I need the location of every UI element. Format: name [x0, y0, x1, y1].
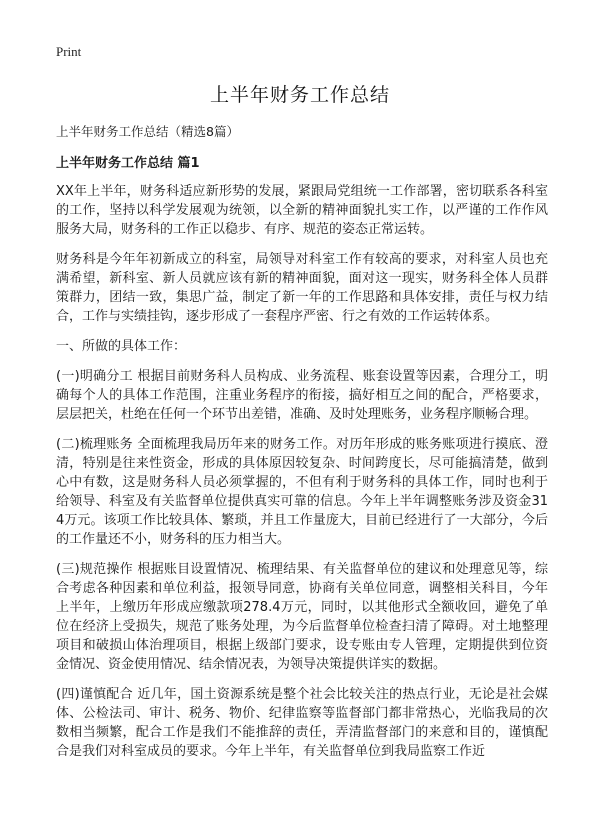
section-heading: 上半年财务工作总结 篇1: [56, 156, 200, 171]
document-body: [56, 182, 548, 772]
print-link[interactable]: Print: [56, 44, 82, 59]
paragraph-item-2: (二)梳理账务 全面梳理我局历年来的财务工作。对历年形成的账务账项进行摸底、澄清，特别是往来性资金，形成的具体原因较复杂、时间跨度长，尽可能搞清楚，做到心中有数，这是财务科人员必须掌握的，不但有利于财务科的具体工作，同时也利于给领导、科室及有关监督单位提供真实可靠的信息。今年上半年调整账务涉及资金314万元。该项工作比较具体、繁琐，并且工作量庞大，目前已经进行了一大部分，今后的工作量还不小，财务科的压力相当大。: [56, 437, 548, 547]
paragraph-item-3: (三)规范操作 根据账目设置情况、梳理结果、有关监督单位的建议和处理意见等，综合考虑各种因素和单位利益，报领导同意，协商有关单位同意，调整相关科目，今年上半年，上缴历年形成应缴款项278.4万元，同时，以其他形式全额收回，避免了单位在经济上受损失，规范了账务处理，为今后监督单位检查扫清了障碍。对土地整理项目和破损山体治理项目，根据上级部门要求，设专账由专人管理，定期提供到位资金情况、资金使用情况、结余情况表，为领导决策提供详实的数据。: [56, 562, 548, 672]
page-title: 上半年财务工作总结: [209, 84, 390, 106]
paragraph-intro: XX年上半年，财务科适应新形势的发展，紧跟局党组统一工作部署，密切联系各科室的工作，坚持以科学发展观为统领，以全新的精神面貌扎实工作，以严谨的工作作风服务大局，财务科的工作正以稳步、有序、规范的姿态正常运转。: [56, 184, 548, 237]
document-subtitle: 上半年财务工作总结（精选8篇）: [56, 124, 239, 139]
paragraph-item-4: (四)谨慎配合 近几年，国土资源系统是整个社会比较关注的热点行业，无论是社会媒体、公检法司、审计、税务、物价、纪律监察等监督部门都非常热心，光临我局的次数相当频繁，配合工作是我们不能推辞的责任，弄清监督部门的来意和目的，谨慎配合是我们对科室成员的要求。今年上半年，有关监督单位到我局监察工作近: [56, 687, 548, 759]
paragraph-background: 财务科是今年年初新成立的科室，局领导对科室工作有较高的要求，对科室人员也充满希望，新科室、新人员就应该有新的精神面貌，面对这一现实，财务科全体人员群策群力，团结一致，集思广益，制定了新一年的工作思路和具体安排，责任与权力结合，工作与实绩挂钩，逐步形成了一套程序严密、行之有效的工作运转体系。: [56, 252, 548, 324]
paragraph-item-1: (一)明确分工 根据目前财务科人员构成、业务流程、账套设置等因素，合理分工，明确每个人的具体工作范围，注重业务程序的衔接，搞好相互之间的配合，严格要求，层层把关，杜绝在任何一个环节出差错，准确、及时处理账务，业务程序顺畅合理。: [56, 369, 548, 422]
paragraph-heading-work: 一、所做的具体工作：: [56, 339, 187, 354]
